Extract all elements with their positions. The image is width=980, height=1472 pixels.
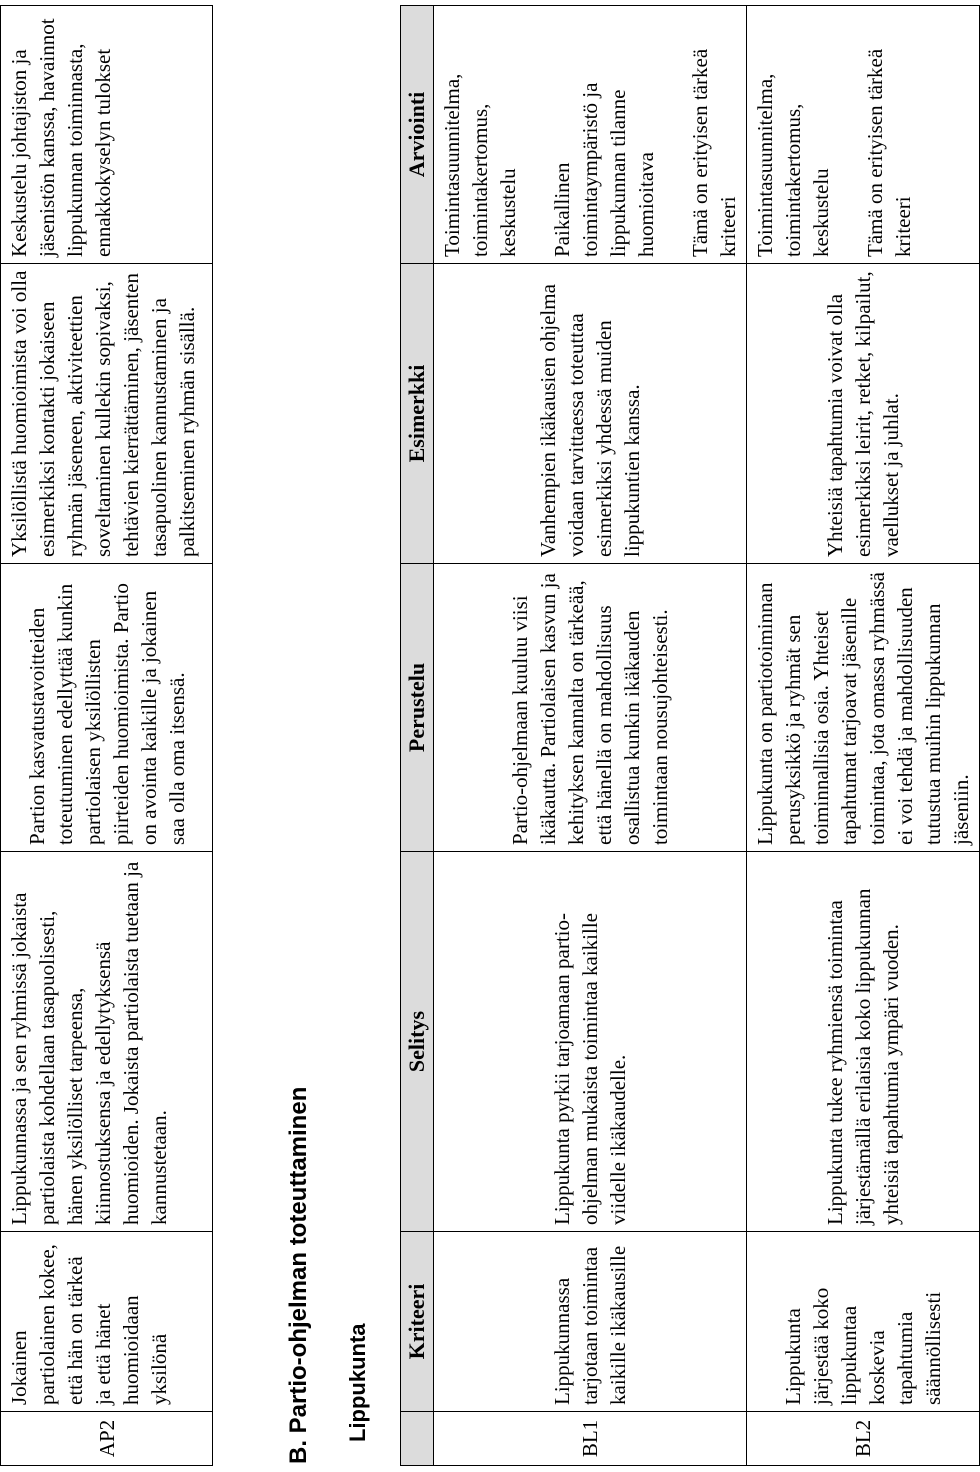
rationale-cell: Partio-ohjelmaan kuuluu viisi ikäkautta. Partiolaisen kasvun ja kehityksen kannalta on tärkeää, että hänellä on mahdollisuus osallistua kunkin ikäkauden toimintaan nousujohteisesti. bbox=[434, 564, 747, 852]
importance-note: Tämä on erityisen tärkeä kriteeri bbox=[688, 48, 740, 257]
evaluation-note: Paikallinen toimintaympäristö ja lippukunnan tilanne huomioitava bbox=[550, 82, 658, 257]
header-esimerkki: Esimerkki bbox=[401, 264, 434, 564]
criterion-code: AP2 bbox=[1, 1412, 213, 1466]
importance-note: Tämä on erityisen tärkeä kriteeri bbox=[863, 48, 915, 257]
table-header-row bbox=[401, 6, 434, 1466]
criterion-cell: Lippukunnassa tarjotaan toimintaa kaikille ikäkausille bbox=[434, 1232, 747, 1412]
rationale-cell: Lippukunta on partiotoiminnan perusyksikkö ja ryhmät sen toiminnallisia osia. Yhteiset tapahtumat tarjoavat jäsenille toimintaa, jota omassa ryhmässä ei voi tehdä ja mahdollisuuden tutustua muihin lippukunnan jäseniin. bbox=[747, 564, 980, 852]
criterion-cell: Lippukunta järjestää koko lippukuntaa koskevia tapahtumia säännöllisesti bbox=[747, 1232, 980, 1412]
table-row bbox=[747, 6, 980, 1466]
subsection-title: Lippukunta bbox=[345, 1323, 370, 1442]
header-selitys: Selitys bbox=[401, 852, 434, 1232]
evaluation-cell: Keskustelu johtajiston ja jäsenistön kanssa, havainnot lippukunnan toiminnasta, ennakkokyselyn tulokset bbox=[1, 6, 213, 264]
explanation-cell: Lippukunta pyrkii tarjoamaan partio-ohjelman mukaista toimintaa kaikille viidelle ikäkaudelle. bbox=[434, 852, 747, 1232]
criterion-code: BL1 bbox=[434, 1412, 747, 1466]
header-arviointi: Arviointi bbox=[401, 6, 434, 264]
table-row bbox=[1, 6, 213, 1466]
example-cell: Yksilöllistä huomioimista voi olla esimerkiksi kontakti jokaiseen ryhmän jäseneen, aktiviteettien soveltaminen kullekin sopivaksi, tehtävien kierrättäminen, jäsenten tasapuolinen kannustaminen ja palkitseminen ryhmän sisällä. bbox=[1, 264, 213, 564]
header-blank bbox=[401, 1412, 434, 1466]
section-title: B. Partio-ohjelman toteuttaminen bbox=[285, 1086, 312, 1464]
example-cell: Vanhempien ikäkausien ohjelma voidaan tarvittaessa toteuttaa esimerkiksi yhdessä muiden lippukuntien kanssa. bbox=[434, 264, 747, 564]
criteria-table-ap2 bbox=[0, 5, 213, 1466]
example-cell: Yhteisiä tapahtumia voivat olla esimerkiksi leirit, retket, kilpailut, vaellukset ja juhlat. bbox=[747, 264, 980, 564]
evaluation-cell bbox=[747, 6, 980, 264]
table-row bbox=[434, 6, 747, 1466]
evaluation-text: Toimintasuunnitelma, toimintakertomus, keskustelu bbox=[753, 73, 833, 257]
criterion-code: BL2 bbox=[747, 1412, 980, 1466]
header-kriteeri: Kriteeri bbox=[401, 1232, 434, 1412]
criteria-table-b bbox=[400, 5, 980, 1466]
explanation-cell: Lippukunta tukee ryhmiensä toimintaa järjestämällä erilaisia koko lippukunnan yhteisiä tapahtumia ympäri vuoden. bbox=[747, 852, 980, 1232]
evaluation-text: Toimintasuunnitelma, toimintakertomus, keskustelu bbox=[440, 73, 520, 257]
rationale-cell: Partion kasvatustavoitteiden toteutuminen edellyttää kunkin partiolaisen yksilöllisten piirteiden huomioimista. Partio on avointa kaikille ja jokainen saa olla oma itsensä. bbox=[1, 564, 213, 852]
evaluation-cell bbox=[434, 6, 747, 264]
criterion-cell: Jokainen partiolainen kokee, että hän on tärkeä ja että hänet huomioidaan yksilönä bbox=[1, 1232, 213, 1412]
explanation-cell: Lippukunnassa ja sen ryhmissä jokaista partiolaista kohdellaan tasapuolisesti, hänen yksilölliset tarpeensa, kiinnostuksensa ja edellytyksensä huomioiden. Jokaista partiolaista tuetaan ja kannustetaan. bbox=[1, 852, 213, 1232]
header-perustelu: Perustelu bbox=[401, 564, 434, 852]
